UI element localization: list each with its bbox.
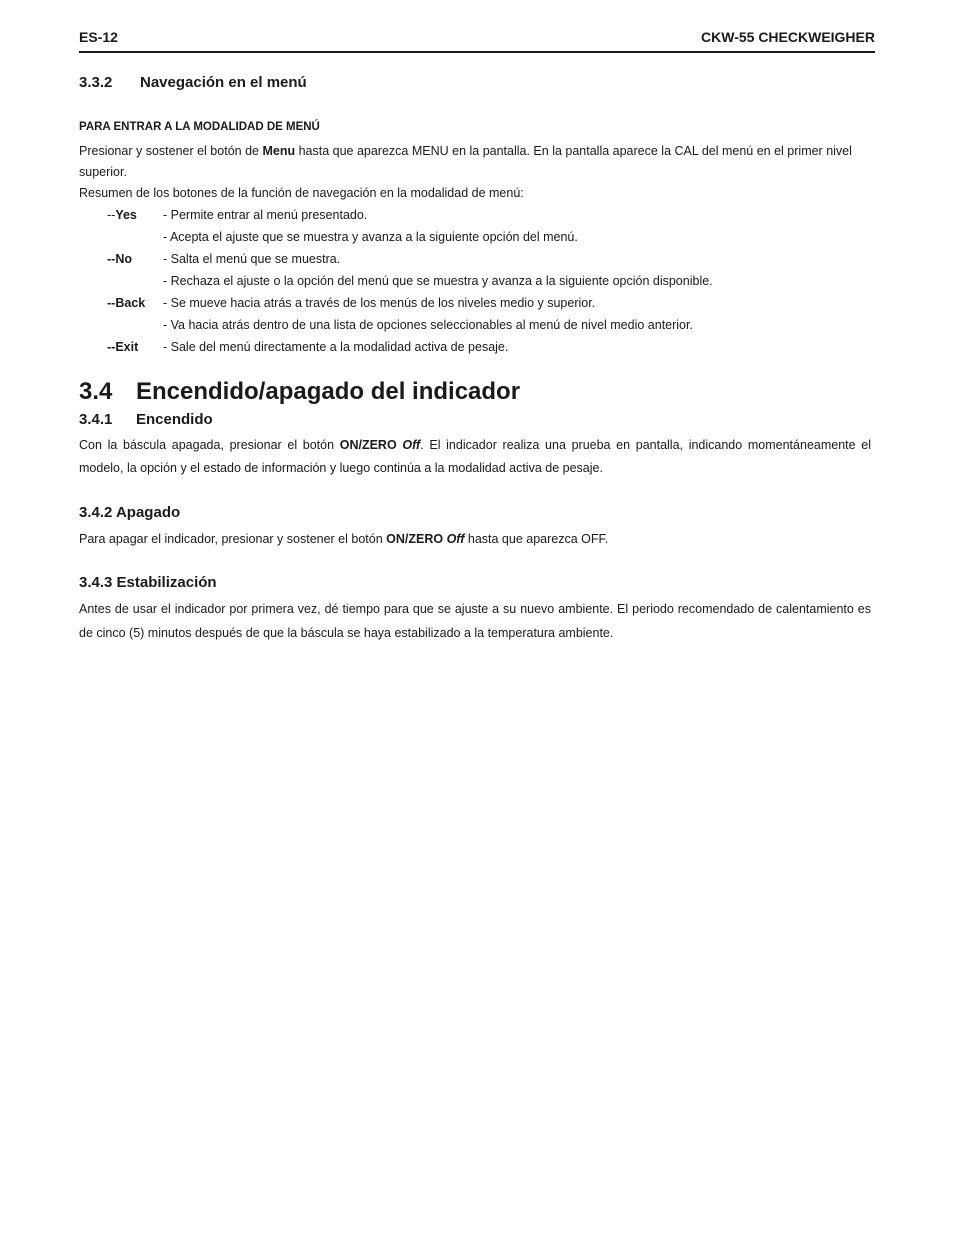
nav-description: - Se mueve hacia atrás a través de los menús de los niveles medio y superior. bbox=[163, 296, 596, 310]
table-row bbox=[107, 226, 867, 248]
nav-key bbox=[107, 270, 163, 292]
on-zero-button-label: ON/ZERO bbox=[386, 532, 444, 546]
section-heading-3-4-2: 3.4.2 Apagado bbox=[79, 504, 181, 521]
section-title: Encendido/apagado del indicador bbox=[136, 378, 521, 405]
nav-description: - Acepta el ajuste que se muestra y avanza a la siguiente opción del menú. bbox=[163, 230, 578, 244]
menu-button-label: Menu bbox=[262, 144, 296, 158]
nav-key bbox=[107, 314, 163, 336]
section-number: 3.4 bbox=[79, 378, 113, 405]
key-label: Yes bbox=[115, 208, 137, 222]
page-header bbox=[79, 29, 875, 53]
text-run: hasta que aparezca MENU en la pantalla. En la pantalla aparece la CAL del menú en el primer nivel superior. bbox=[79, 144, 852, 179]
nav-description: - Sale del menú directamente a la modalidad activa de pesaje. bbox=[163, 340, 509, 354]
on-zero-button-label: ON/ZERO bbox=[339, 438, 397, 452]
nav-key bbox=[107, 204, 163, 226]
enter-menu-paragraph bbox=[79, 141, 869, 183]
table-row bbox=[107, 336, 867, 358]
section-title: Encendido bbox=[136, 411, 213, 428]
text-run: Para apagar el indicador, presionar y sostener el botón bbox=[79, 532, 387, 546]
text-run: . El indicador realiza una prueba en pantalla, indicando momentáneamente el modelo, la opción y el estado de información y luego continúa a la modalidad activa de pesaje. bbox=[79, 438, 871, 475]
nav-key: --Back bbox=[107, 296, 146, 310]
enter-menu-subheading: PARA ENTRAR A LA MODALIDAD DE MENÚ bbox=[79, 121, 320, 133]
table-row bbox=[107, 270, 867, 292]
table-row bbox=[107, 314, 867, 336]
section-heading-3-3-2 bbox=[79, 74, 307, 91]
power-off-paragraph bbox=[79, 528, 871, 550]
text-run: Con la báscula apagada, presionar el botón bbox=[79, 438, 340, 452]
stabilization-paragraph: Antes de usar el indicador por primera vez, dé tiempo para que se ajuste a su nuevo ambiente. El periodo recomendado de calentamiento es de cinco (5) minutos después de que la báscula se haya estabilizado a la temperatura ambiente. bbox=[79, 602, 871, 640]
nav-key: --No bbox=[107, 252, 132, 266]
section-heading-3-4-1 bbox=[79, 411, 213, 428]
off-label: Off bbox=[446, 532, 465, 546]
nav-key: --Exit bbox=[107, 340, 139, 354]
text-run: hasta que aparezca OFF. bbox=[464, 532, 609, 546]
page-number: ES-12 bbox=[79, 29, 118, 45]
section-heading-3-4 bbox=[79, 378, 520, 406]
section-number: 3.4.1 bbox=[79, 411, 113, 428]
nav-description: - Permite entrar al menú presentado. bbox=[163, 208, 368, 222]
nav-summary-intro: Resumen de los botones de la función de navegación en la modalidad de menú: bbox=[79, 186, 524, 200]
dash: -- bbox=[107, 208, 116, 222]
section-title: Navegación en el menú bbox=[140, 74, 307, 91]
document-title: CKW-55 CHECKWEIGHER bbox=[701, 29, 875, 45]
section-number: 3.3.2 bbox=[79, 74, 113, 91]
table-row bbox=[107, 248, 867, 270]
power-on-paragraph bbox=[79, 434, 871, 480]
table-row bbox=[107, 204, 867, 226]
section-heading-3-4-3: 3.4.3 Estabilización bbox=[79, 574, 217, 591]
nav-description: - Va hacia atrás dentro de una lista de opciones seleccionables al menú de nivel medio anterior. bbox=[163, 318, 693, 332]
text-run: Presionar y sostener el botón de bbox=[79, 144, 263, 158]
nav-buttons-table bbox=[107, 204, 867, 358]
nav-key bbox=[107, 226, 163, 248]
off-label: Off bbox=[402, 438, 421, 452]
nav-description: - Rechaza el ajuste o la opción del menú que se muestra y avanza a la siguiente opción disponible. bbox=[163, 274, 713, 288]
table-row bbox=[107, 292, 867, 314]
nav-description: - Salta el menú que se muestra. bbox=[163, 252, 341, 266]
